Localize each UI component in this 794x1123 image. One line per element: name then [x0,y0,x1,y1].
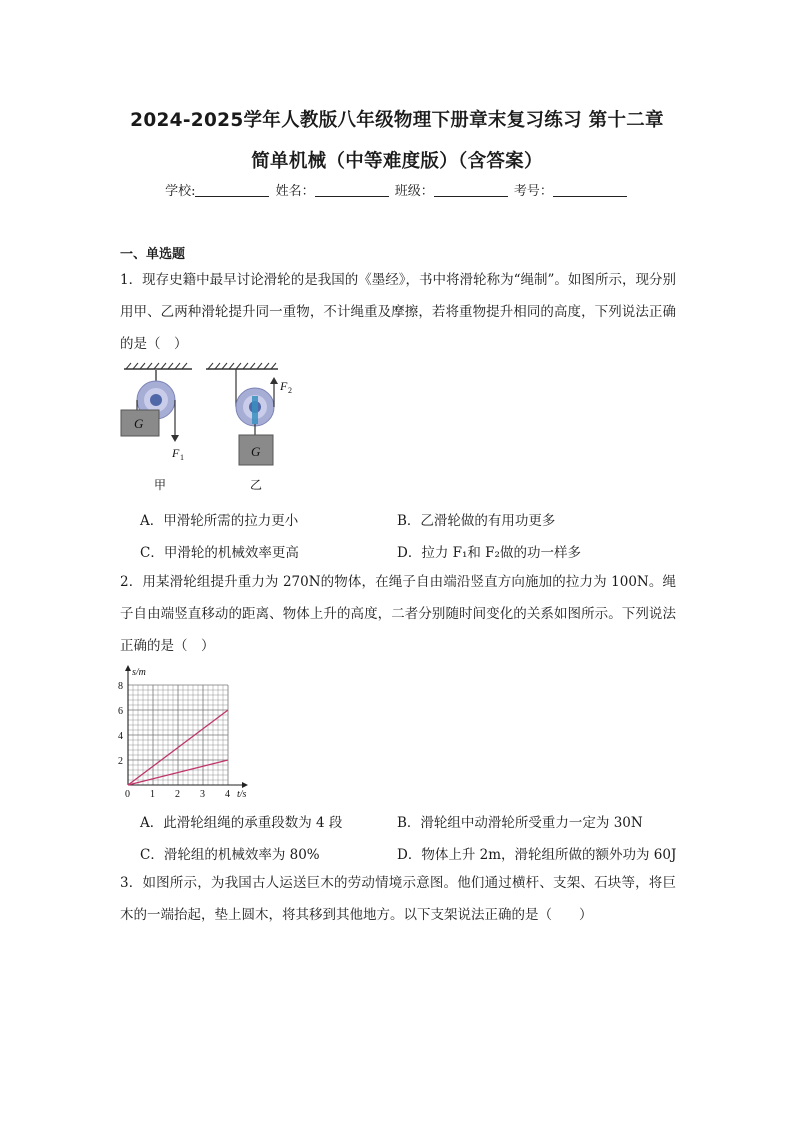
school-blank[interactable] [195,183,269,197]
question-1-option-b[interactable]: B．乙滑轮做的有用功更多 [397,513,556,529]
ceiling-yi-hatch [208,363,276,369]
title-line-1: 2024-2025学年人教版八年级物理下册章末复习练习 第十二章 [130,110,664,131]
arrow-f2 [270,377,278,384]
y-axis-arrow [125,665,131,671]
question-2-option-b[interactable]: B．滑轮组中动滑轮所受重力一定为 30N [397,815,643,831]
y-tick-label: 2 [118,756,123,767]
weight-label-jia: G [134,416,144,431]
y-tick-label: 4 [118,731,123,742]
force-label-f2-sub: 2 [288,386,292,395]
section-title: 一、单选题 [120,247,186,262]
x-tick-label: 3 [200,789,205,800]
school-label: 学校: [165,184,196,199]
arrow-f1 [171,435,179,442]
figure-label-yi: 乙 [250,478,263,492]
force-label-f1-sub: 1 [180,453,184,462]
student-info-row [0,180,794,199]
question-2-option-d[interactable]: D．物体上升 2m，滑轮组所做的额外功为 60J [397,847,677,863]
question-2-option-c[interactable]: C．滑轮组的机械效率为 80% [140,847,320,863]
question-1-option-c[interactable]: C．甲滑轮的机械效率更高 [140,545,299,561]
question-1-stem: 1．现存史籍中最早讨论滑轮的是我国的《墨经》，书中将滑轮称为“绳制”。如图所示，现分别用甲、乙两种滑轮提升同一重物，不计绳重及摩擦，若将重物提升相同的高度，下列说法正确的是（ ） [120,272,676,352]
x-tick-label: 1 [150,789,155,800]
y-tick-label: 8 [118,681,123,692]
question-2-option-a[interactable]: A．此滑轮组绳的承重段数为 4 段 [140,815,343,831]
y-tick-label: 6 [118,706,123,717]
question-1-option-d[interactable]: D．拉力 F₁和 F₂做的功一样多 [397,545,581,561]
x-tick-label: 0 [125,789,130,800]
x-tick-label: 4 [225,789,230,800]
pulley-figure [118,362,308,492]
class-label: 班级： [394,184,434,199]
x-tick-label: 2 [175,789,180,800]
exam-number-label: 考号： [513,184,553,199]
distance-time-chart [110,660,260,800]
question-2-stem: 2．用某滑轮组提升重力为 270N的物体，在绳子自由端沿竖直方向施加的拉力为 100N。绳子自由端竖直移动的距离、物体上升的高度，二者分别随时间变化的关系如图所示。下列说法正确的是（ ） [120,574,676,654]
question-1-option-a[interactable]: A．甲滑轮所需的拉力更小 [140,513,299,529]
chart-grid [128,685,228,785]
figure-label-jia: 甲 [154,478,167,492]
x-axis-label: t/s [237,789,247,800]
weight-label-yi: G [251,444,261,459]
ceiling-jia-hatch [126,363,187,369]
class-blank[interactable] [434,183,508,197]
exam-number-blank[interactable] [553,183,627,197]
force-label-f2: F [280,379,288,393]
x-axis-arrow [242,782,248,788]
chart-axes [125,665,248,788]
title-line-2: 简单机械（中等难度版）（含答案） [251,151,543,172]
y-axis-label: s/m [132,667,146,678]
question-3-stem: 3．如图所示，为我国古人运送巨木的劳动情境示意图。他们通过横杆、支架、石块等，将巨木的一端抬起，垫上圆木，将其移到其他地方。以下支架说法正确的是（ ） [120,875,676,923]
force-label-f1: F [172,446,180,460]
name-blank[interactable] [315,183,389,197]
name-label: 姓名： [275,184,315,199]
